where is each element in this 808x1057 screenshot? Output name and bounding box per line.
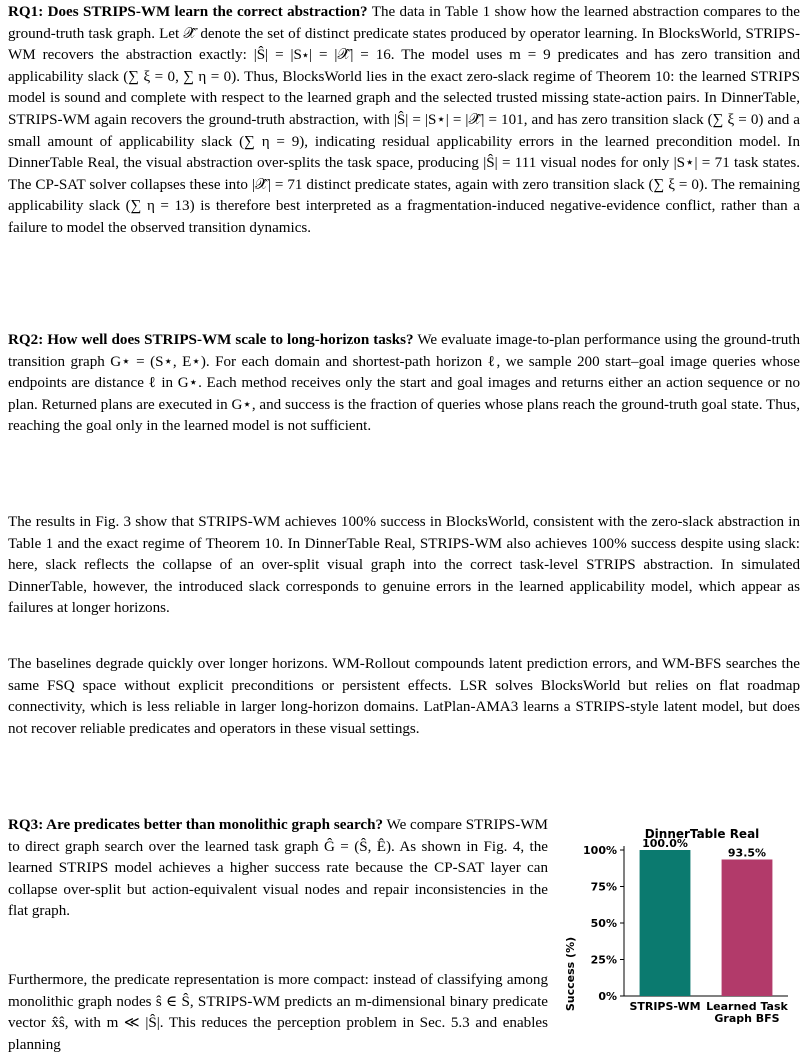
plot-area [583, 837, 789, 1025]
rq1-body: The data in Table 1 show how the learned abstraction compares to the ground-truth task graph. Let 𝒳̂ denote the set of distinct predicate states produced by operator learning. In BlocksWorld, STRIPS-WM recovers the abstraction exactly: |Ŝ| = |S⋆| = |𝒳̂| = 16. The model uses m = 9 predicates and has zero transition and applicability slack (∑ ξ = 0, ∑ η = 0). Thus, BlocksWorld lies in the exact zero-slack regime of Theorem 10: the learned STRIPS model is sound and complete with respect to the learned graph and the selected trusted missing state-action pairs. In DinnerTable, STRIPS-WM again recovers the ground-truth abstraction, with |Ŝ| = |S⋆| = |𝒳̂| = 101, and has zero transition slack (∑ ξ = 0) and a small amount of applicability slack (∑ η = 9), indicating residual applicability errors in the learned precondition model. In DinnerTable Real, the visual abstraction over-splits the task space, producing |Ŝ| = 111 visual nodes for only |S⋆| = 71 task states. The CP-SAT solver collapses these into |𝒳̂| = 71 distinct predicate states, again with zero transition slack (∑ ξ = 0). The remaining applicability slack (∑ η = 13) is therefore best interpreted as a fragmentation-induced negative-evidence conflict, rather than a failure to model the observed transition dynamics. [8, 4, 800, 236]
rq3-paragraph [8, 815, 548, 923]
y-tick-label: 100% [583, 844, 617, 857]
bar-value-label: 93.5% [727, 846, 767, 860]
bar-value-label: 100.0% [642, 837, 688, 850]
x-tick-label: STRIPS-WM [629, 1000, 701, 1013]
bar-learned-task-graph-bfs [722, 859, 773, 996]
rq2-section [8, 330, 800, 438]
x-tick-label: Graph BFS [714, 1012, 780, 1025]
chart-title: DinnerTable Real [644, 827, 760, 841]
rq2-results-paragraph: The results in Fig. 3 show that STRIPS-WM achieves 100% success in BlocksWorld, consistent with the zero-slack abstraction in Table 1 and the exact regime of Theorem 10. In DinnerTable Real, STRIPS-WM also achieves 100% success despite using slack: here, slack reflects the collapse of an over-split visual graph into the correct task-level STRIPS abstraction. In simulated DinnerTable, however, the introduced slack corresponds to genuine errors in the learned applicability model, which appear as failures at longer horizons. [8, 514, 800, 617]
rq3-section [8, 815, 548, 923]
rq1-section [8, 2, 800, 240]
y-tick-label: 0% [598, 990, 617, 1003]
bar-strips-wm [640, 850, 691, 996]
rq2-body: We evaluate image-to-plan performance using the ground-truth transition graph G⋆ = (S⋆, E⋆). For each domain and shortest-path horizon ℓ, we sample 200 start–goal image queries whose endpoints are distance ℓ in G⋆. Each method receives only the start and goal images and returns either an action sequence or no plan. Returned plans are executed in G⋆, and success is the fraction of queries whose plans reach the ground-truth goal state. Thus, reaching the goal only in the learned model is not sufficient. [8, 332, 800, 435]
rq1-heading: RQ1: Does STRIPS-WM learn the correct abstraction? [8, 4, 368, 20]
rq2-baselines-paragraph: The baselines degrade quickly over longer horizons. WM-Rollout compounds latent prediction errors, and WM-BFS searches the same FSQ space without explicit preconditions or persistent effects. LSR solves BlocksWorld but relies on flat roadmap connectivity, which is less reliable in larger long-horizon domains. LatPlan-AMA3 learns a STRIPS-style latent model, but does not recover reliable predicates and operators in these visual settings. [8, 656, 800, 737]
bar-chart [562, 826, 800, 1052]
rq2-baselines-section [8, 654, 800, 740]
dinnertable-real-figure [562, 826, 800, 1052]
y-tick-label: 25% [590, 953, 617, 967]
x-tick-label: Learned Task [706, 1000, 788, 1013]
y-tick-label: 75% [590, 880, 617, 894]
rq2-results-section [8, 512, 800, 620]
rq2-heading: RQ2: How well does STRIPS-WM scale to long-horizon tasks? [8, 332, 414, 348]
y-axis-label: Success (%) [564, 936, 577, 1012]
rq3-body: We compare STRIPS-WM to direct graph search over the learned task graph Ĝ = (Ŝ, Ê). As shown in Fig. 4, the learned STRIPS model achieves a higher success rate because the CP-SAT layer can collapse over-split but action-equivalent visual nodes and repair inconsistencies in the flat graph. [8, 817, 548, 920]
rq2-paragraph [8, 330, 800, 438]
rq3-compact-paragraph: Furthermore, the predicate representation is more compact: instead of classifying among monolithic graph nodes ŝ ∈ Ŝ, STRIPS-WM predicts an m-dimensional binary predicate vector x̂ŝ, with m ≪ |Ŝ|. This reduces the perception problem in Sec. 5.3 and enables planning [8, 972, 548, 1053]
rq1-paragraph [8, 2, 800, 240]
rq3-heading: RQ3: Are predicates better than monolithic graph search? [8, 817, 384, 833]
y-tick-label: 50% [590, 917, 617, 930]
